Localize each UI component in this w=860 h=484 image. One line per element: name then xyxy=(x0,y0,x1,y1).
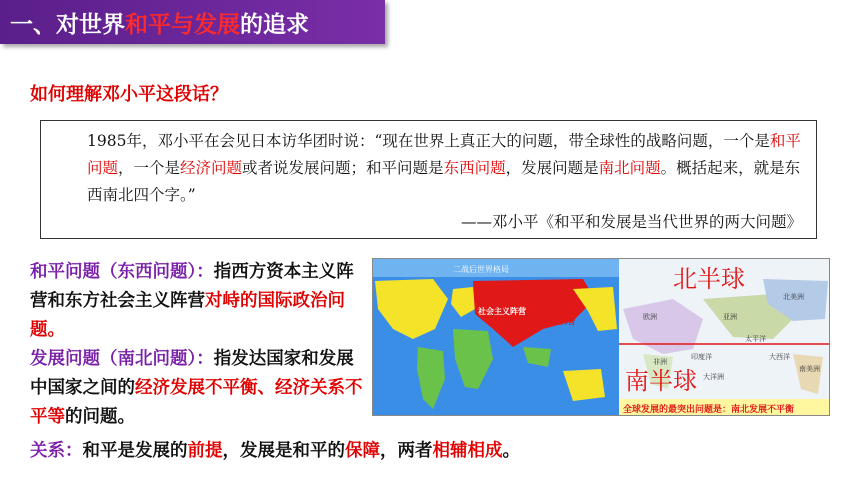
rel-t1: 和平是发展的 xyxy=(82,441,188,461)
dev-text: 指发达国家和发展中国家之间的 xyxy=(30,349,354,398)
quote-source: ——邓小平《和平和发展是当代世界的两大问题》 xyxy=(460,213,802,231)
north-hemisphere-label: 北半球 xyxy=(673,265,745,293)
east-bloc-label: 社会主义阵营 xyxy=(478,307,526,316)
rel-r2: 保障 xyxy=(345,441,380,461)
rel-t4: 。 xyxy=(502,441,520,461)
quote-east-west: 东西问题 xyxy=(443,159,506,177)
map-label: 非洲 xyxy=(653,358,667,366)
quote-text xyxy=(55,128,802,209)
quote-seg: ，一个是 xyxy=(118,159,181,177)
map-label: 南美洲 xyxy=(799,365,820,373)
world-maps-image xyxy=(372,258,830,416)
dev-label: 发展问题（南北问题）： xyxy=(30,349,214,369)
quote-economy: 经济问题 xyxy=(180,159,243,177)
quote-seg: ，发展问题是 xyxy=(505,159,599,177)
rel-r3: 相辅相成 xyxy=(432,441,503,461)
quote-peace: 和平问题 xyxy=(87,132,801,177)
peace-text: 指西方资本主义阵营和东方社会主义阵营 xyxy=(30,262,354,311)
dev-red1: 经济发展不平衡、 xyxy=(135,378,275,398)
south-hemisphere-label: 南半球 xyxy=(625,367,697,395)
peace-red: 对峙的国际政治问题。 xyxy=(30,291,345,340)
title-part1: 一、对世界 xyxy=(10,11,125,38)
map-label: 印度洋 xyxy=(691,353,712,361)
map-caption: 全球发展的最突出问题是：南北发展不平衡 xyxy=(623,405,795,415)
map-label: 太平洋 xyxy=(745,335,766,343)
relation-explanation xyxy=(30,437,650,466)
map-label: 大西洋 xyxy=(769,353,790,361)
map-label: 欧洲 xyxy=(643,313,657,321)
title-part2: 的追求 xyxy=(240,11,309,38)
relation-label: 关系： xyxy=(30,441,83,461)
map-left-title: 二战后世界格局 xyxy=(453,265,509,274)
title-red: 和平与发展 xyxy=(125,11,240,38)
quote-seg: 。概括起来，就是东西南北四个字。” xyxy=(87,159,801,204)
map-label: 亚洲 xyxy=(723,313,737,321)
rel-t2: ，发展是和平的 xyxy=(222,441,345,461)
map-label: 北美洲 xyxy=(783,293,804,301)
dev-text2: 的问题。 xyxy=(65,407,135,427)
quote-seg: 或者说发展问题；和平问题是 xyxy=(242,159,444,177)
peace-explanation xyxy=(30,258,370,345)
question-heading: 如何理解邓小平这段话？ xyxy=(30,84,228,105)
map-label: 大洋洲 xyxy=(703,373,724,381)
rel-r1: 前提 xyxy=(187,441,223,461)
west-bloc-label: 资本主义阵营 xyxy=(533,318,575,326)
peace-label: 和平问题（东西问题）： xyxy=(30,262,214,282)
dev-red2: 经济关系不平等 xyxy=(30,378,363,427)
quote-box xyxy=(40,120,817,239)
quote-north-south: 南北问题 xyxy=(598,159,661,177)
quote-seg: 1985年，邓小平在会见日本访华团时说：“现在世界上真正大的问题，带全球性的战略问题，一个是 xyxy=(87,132,770,150)
development-explanation xyxy=(30,345,370,432)
rel-t3: ，两者 xyxy=(380,441,433,461)
section-title xyxy=(0,0,385,44)
